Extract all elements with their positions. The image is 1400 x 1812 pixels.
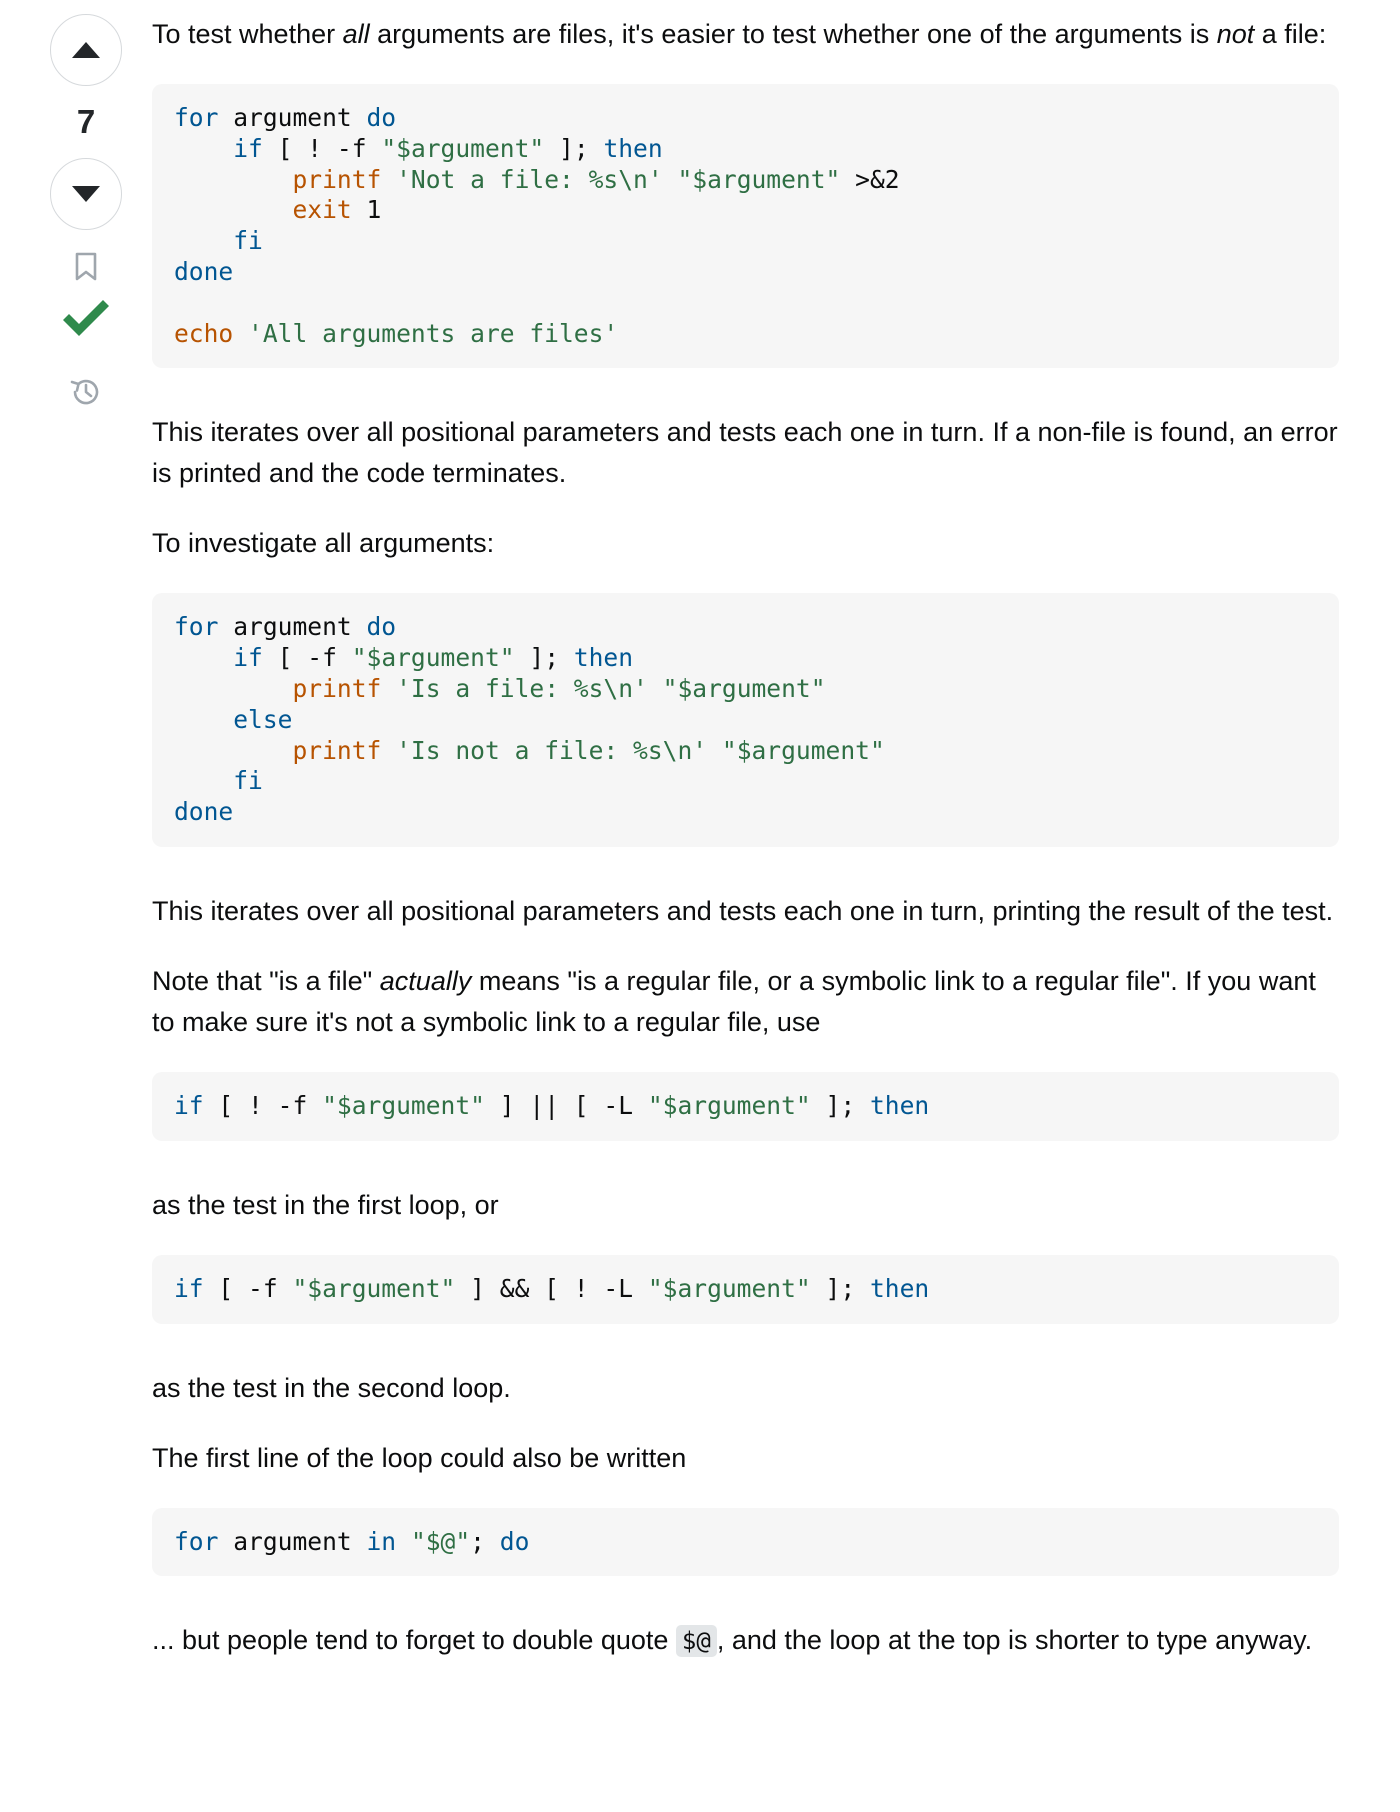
code-line: fi — [233, 226, 263, 256]
code-block — [152, 1255, 1339, 1324]
code-block — [152, 593, 1339, 847]
triangle-down-icon — [72, 185, 100, 203]
downvote-button[interactable] — [50, 158, 122, 230]
paragraph: as the test in the second loop. — [152, 1372, 511, 1403]
code-line: for argument do — [174, 612, 397, 642]
answer-body — [152, 14, 1339, 1691]
code-line: if [ ! -f "$argument" ]; then — [233, 133, 663, 163]
code-block — [152, 1508, 1339, 1577]
accepted-answer-indicator — [61, 296, 111, 344]
code-line: exit 1 — [292, 195, 382, 225]
inline-code: $@ — [676, 1625, 717, 1657]
code-line-blank — [174, 288, 1317, 319]
code-line: for argument do — [174, 103, 397, 132]
code-line: for argument in "$@"; do — [174, 1526, 530, 1556]
paragraph: To investigate all arguments: — [152, 528, 495, 559]
paragraph: To test whether all arguments are files, it's easier to test whether one of the arguments is not a file: — [152, 19, 1327, 49]
code-line: printf 'Not a file: %s\n' "$argument" >&2 — [292, 164, 900, 194]
code-block — [152, 84, 1339, 368]
code-line: done — [174, 797, 234, 827]
paragraph: This iterates over all positional parameters and tests each one in turn. If a non-file is found, an error is printed and the code terminates. — [152, 417, 1338, 489]
code-line: if [ ! -f "$argument" ] || [ -L "$argument" ]; then — [174, 1090, 930, 1120]
bookmark-button[interactable] — [74, 248, 98, 286]
history-icon — [69, 375, 103, 409]
paragraph: Note that "is a file" actually means "is a regular file, or a symbolic link to a regular file". If you want to make sure it's not a symbolic link to a regular file, use — [152, 965, 1316, 1037]
code-line: echo 'All arguments are files' — [174, 318, 619, 348]
code-line: fi — [233, 766, 263, 796]
paragraph: ... but people tend to forget to double quote $@ , and the loop at the top is shorter to type anyway. — [152, 1625, 1313, 1656]
upvote-button[interactable] — [50, 14, 122, 86]
code-line: else — [233, 704, 293, 734]
vote-count: 7 — [76, 103, 96, 140]
paragraph: The first line of the loop could also be written — [152, 1442, 687, 1473]
triangle-up-icon — [72, 41, 100, 59]
code-line: done — [174, 256, 234, 286]
code-block — [152, 1072, 1339, 1141]
code-line: printf 'Is a file: %s\n' "$argument" — [292, 673, 826, 703]
paragraph: as the test in the first loop, or — [152, 1189, 499, 1220]
history-button[interactable] — [69, 374, 103, 410]
code-line: if [ -f "$argument" ] && [ ! -L "$argument" ]; then — [174, 1273, 930, 1303]
bookmark-icon — [74, 252, 98, 282]
vote-cell — [48, 14, 124, 410]
paragraph: This iterates over all positional parameters and tests each one in turn, printing the result of the test. — [152, 895, 1334, 926]
checkmark-icon — [61, 300, 111, 340]
code-line: if [ -f "$argument" ]; then — [233, 643, 634, 673]
code-line: printf 'Is not a file: %s\n' "$argument" — [292, 735, 885, 765]
